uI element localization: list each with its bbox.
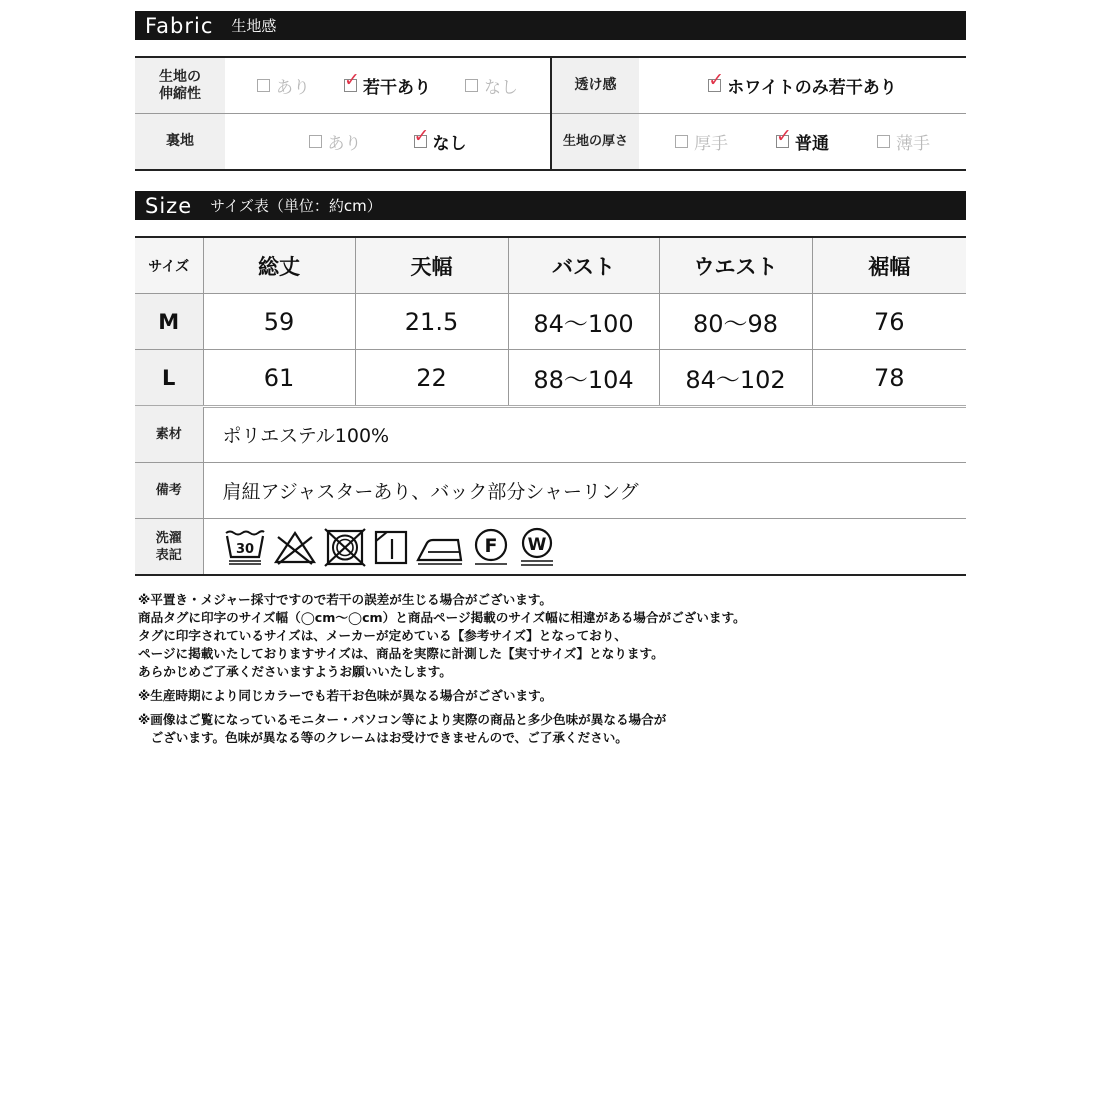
fabric-subtitle: 生地感 (231, 17, 277, 35)
column-header: バスト (508, 237, 659, 294)
disclaimer-line: ※画像はご覧になっているモニター・パソコン等により実際の商品と多少色味が異なる場合が (138, 712, 667, 727)
info-table (135, 407, 966, 576)
lining-option-yes: あり (309, 129, 362, 154)
material-label: 素材 (135, 407, 203, 463)
notes-row (135, 463, 966, 519)
wash-30-icon (223, 527, 267, 567)
size-table (135, 236, 966, 408)
column-header: 裾幅 (812, 237, 966, 294)
size-section-header (135, 191, 966, 220)
table-cell: 84〜102 (659, 350, 812, 407)
disclaimer-line: ページに掲載いたしておりますサイズは、商品を実際に計測した【実寸サイズ】となります。 (138, 646, 664, 661)
checkbox-checked-icon: ✓ (413, 125, 430, 147)
notes-value: 肩紐アジャスターあり、バック部分シャーリング (203, 463, 966, 519)
checkbox-icon (309, 135, 322, 148)
stretch-label: 生地の 伸縮性 (135, 57, 225, 114)
line-dry-icon (373, 527, 409, 567)
low-iron-icon (415, 527, 465, 567)
stretch-options (225, 57, 551, 114)
disclaimer-line: ※生産時期により同じカラーでも若干お色味が異なる場合がございます。 (138, 688, 553, 703)
disclaimer-notes (138, 591, 746, 747)
column-header: ウエスト (659, 237, 812, 294)
fabric-table (135, 56, 966, 171)
table-row (135, 350, 966, 407)
size-cell: L (135, 350, 203, 407)
care-icons (203, 519, 966, 576)
table-cell: 76 (812, 294, 966, 350)
table-cell: 59 (203, 294, 355, 350)
sheer-label: 透け感 (551, 57, 639, 114)
fabric-title: Fabric (145, 13, 214, 38)
disclaimer-line: ※平置き・メジャー採寸ですので若干の誤差が生じる場合がございます。 (138, 592, 552, 607)
stretch-option-no: なし (465, 73, 518, 98)
table-cell: 84〜100 (508, 294, 659, 350)
material-row (135, 407, 966, 463)
disclaimer-line: 商品タグに印字のサイズ幅（◯cm〜◯cm）と商品ページ掲載のサイズ幅に相違がある場合がございます。 (138, 610, 746, 625)
table-cell: 88〜104 (508, 350, 659, 407)
care-label: 洗濯 表記 (135, 519, 203, 576)
checkbox-icon (257, 79, 270, 92)
lining-label: 裏地 (135, 114, 225, 171)
column-header: サイズ (135, 237, 203, 294)
checkbox-icon (675, 135, 688, 148)
table-row (135, 294, 966, 350)
dry-clean-f-icon (471, 527, 511, 567)
stretch-option-slight: ✓ 若干あり (344, 69, 431, 98)
thickness-options (639, 114, 966, 171)
fabric-section-header (135, 11, 966, 40)
thickness-label: 生地の厚さ (551, 114, 639, 171)
checkbox-checked-icon: ✓ (776, 125, 792, 147)
column-header: 天幅 (355, 237, 508, 294)
no-tumble-dry-icon (323, 527, 367, 567)
table-cell: 78 (812, 350, 966, 407)
sheer-option: ✓ ホワイトのみ若干あり (708, 69, 897, 98)
size-title: Size (145, 193, 193, 218)
stretch-option-yes: あり (257, 73, 310, 98)
thickness-option-thick: 厚手 (675, 129, 728, 154)
table-cell: 80〜98 (659, 294, 812, 350)
disclaimer-line: タグに印字されているサイズは、メーカーが定めている【参考サイズ】となっており、 (138, 628, 627, 643)
checkbox-icon (877, 135, 890, 148)
dry-clean-letter: F (484, 534, 497, 557)
thickness-option-thin: 薄手 (877, 129, 930, 154)
size-table-header-row (135, 237, 966, 294)
checkbox-checked-icon: ✓ (708, 69, 725, 91)
wet-clean-w-icon (517, 527, 557, 567)
table-cell: 22 (355, 350, 508, 407)
disclaimer-line: あらかじめご了承くださいますようお願いいたします。 (138, 664, 452, 679)
lining-options (225, 114, 551, 171)
thickness-option-normal: ✓ 普通 (776, 125, 829, 154)
material-value: ポリエステル100% (203, 407, 966, 463)
no-bleach-icon (273, 527, 317, 567)
size-subtitle: サイズ表（単位：約cm） (210, 197, 382, 215)
lining-option-no: ✓ なし (413, 125, 467, 154)
size-cell: M (135, 294, 203, 350)
column-header: 総丈 (203, 237, 355, 294)
checkbox-icon (465, 79, 478, 92)
checkbox-checked-icon: ✓ (344, 69, 360, 91)
wet-clean-letter: W (527, 534, 546, 555)
table-cell: 21.5 (355, 294, 508, 350)
table-cell: 61 (203, 350, 355, 407)
disclaimer-line: ございます。色味が異なる等のクレームはお受けできませんので、ご了承ください。 (138, 730, 628, 745)
sheer-value (639, 57, 966, 114)
care-row (135, 519, 966, 576)
notes-label: 備考 (135, 463, 203, 519)
wash-temp-text: 30 (235, 541, 254, 557)
